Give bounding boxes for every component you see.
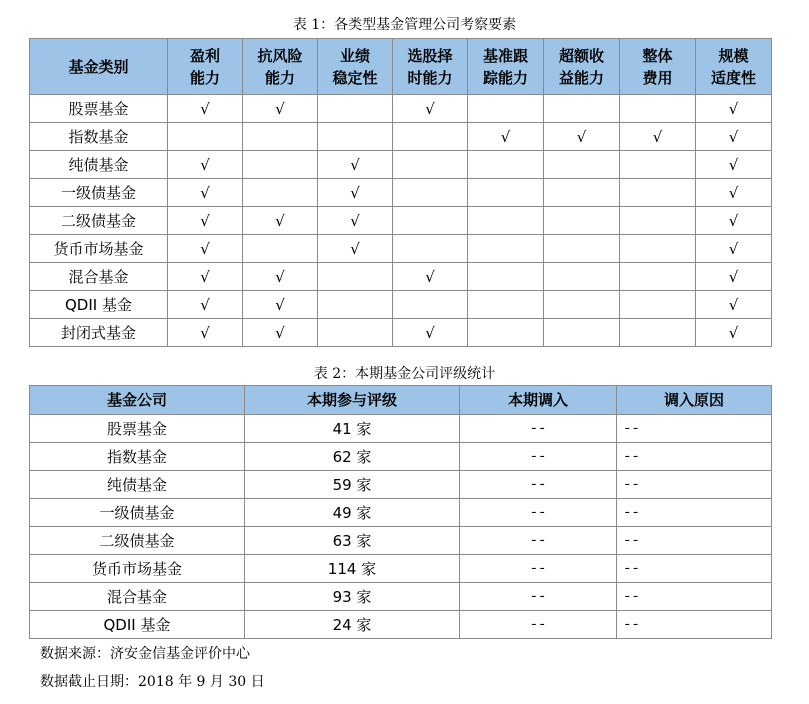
empty-cell — [393, 179, 468, 207]
reason-cell: -- — [617, 583, 772, 611]
table-row — [30, 555, 772, 583]
added-cell: -- — [460, 583, 617, 611]
empty-cell — [468, 319, 544, 347]
empty-cell — [544, 95, 620, 123]
rating-count-cell: 24 家 — [245, 611, 460, 639]
check-mark-cell: √ — [393, 263, 468, 291]
table-row — [30, 443, 772, 471]
header-line: 整体 — [642, 46, 673, 65]
check-mark-cell: √ — [696, 123, 772, 151]
empty-cell — [620, 319, 696, 347]
check-mark-cell: √ — [696, 207, 772, 235]
table-row — [30, 319, 772, 347]
rating-count-cell: 59 家 — [245, 471, 460, 499]
header-line: 能力 — [264, 68, 295, 87]
rating-count-cell: 62 家 — [245, 443, 460, 471]
fund-category-cell: 二级债基金 — [30, 207, 168, 235]
fund-category-cell: 货币市场基金 — [30, 235, 168, 263]
table2-header-cell: 基金公司 — [30, 386, 245, 415]
rating-count-cell: 63 家 — [245, 527, 460, 555]
table1-header-cell — [393, 39, 468, 95]
added-cell: -- — [460, 527, 617, 555]
check-mark-cell: √ — [243, 95, 318, 123]
reason-cell: -- — [617, 415, 772, 443]
check-mark-cell: √ — [243, 291, 318, 319]
fund-category-cell: 纯债基金 — [30, 151, 168, 179]
check-mark-cell: √ — [318, 207, 393, 235]
check-mark-cell: √ — [620, 123, 696, 151]
header-line: 能力 — [189, 68, 220, 87]
empty-cell — [243, 179, 318, 207]
table1-header-cell — [544, 39, 620, 95]
added-cell: -- — [460, 415, 617, 443]
fund-category-cell: QDII 基金 — [30, 291, 168, 319]
fund-company-cell: 二级债基金 — [30, 527, 245, 555]
header-line: 抗风险 — [257, 46, 303, 65]
check-mark-cell: √ — [168, 151, 243, 179]
check-mark-cell: √ — [318, 151, 393, 179]
check-mark-cell: √ — [168, 95, 243, 123]
table-row — [30, 415, 772, 443]
table1-header-cell — [168, 39, 243, 95]
empty-cell — [544, 263, 620, 291]
check-mark-cell: √ — [393, 319, 468, 347]
check-mark-cell: √ — [168, 207, 243, 235]
rating-count-cell: 41 家 — [245, 415, 460, 443]
empty-cell — [318, 95, 393, 123]
check-mark-cell: √ — [168, 263, 243, 291]
table-row — [30, 123, 772, 151]
header-line: 稳定性 — [332, 68, 378, 87]
empty-cell — [544, 151, 620, 179]
empty-cell — [620, 291, 696, 319]
empty-cell — [468, 263, 544, 291]
empty-cell — [544, 235, 620, 263]
fund-company-cell: 指数基金 — [30, 443, 245, 471]
table1-header-row — [30, 39, 772, 95]
reason-cell: -- — [617, 443, 772, 471]
reason-cell: -- — [617, 527, 772, 555]
empty-cell — [243, 123, 318, 151]
added-cell: -- — [460, 555, 617, 583]
check-mark-cell: √ — [544, 123, 620, 151]
check-mark-cell: √ — [168, 319, 243, 347]
fund-category-cell: 指数基金 — [30, 123, 168, 151]
data-source-note: 数据来源：济安金信基金评价中心 — [40, 646, 250, 662]
table2-caption: 表 2：本期基金公司评级统计 — [313, 366, 496, 382]
check-mark-cell: √ — [696, 179, 772, 207]
rating-count-cell: 93 家 — [245, 583, 460, 611]
empty-cell — [243, 151, 318, 179]
evaluation-factors-table — [29, 38, 772, 347]
table1-header-cell — [620, 39, 696, 95]
table-row — [30, 583, 772, 611]
check-mark-cell: √ — [696, 151, 772, 179]
empty-cell — [468, 235, 544, 263]
check-mark-cell: √ — [696, 263, 772, 291]
added-cell: -- — [460, 443, 617, 471]
empty-cell — [544, 179, 620, 207]
empty-cell — [620, 151, 696, 179]
empty-cell — [544, 319, 620, 347]
table1-header-cell — [30, 39, 168, 95]
check-mark-cell: √ — [393, 95, 468, 123]
table1-header-cell — [318, 39, 393, 95]
empty-cell — [544, 291, 620, 319]
table-row — [30, 151, 772, 179]
table1-header-cell — [696, 39, 772, 95]
table-row — [30, 263, 772, 291]
check-mark-cell: √ — [243, 319, 318, 347]
table-row — [30, 291, 772, 319]
table-row — [30, 179, 772, 207]
empty-cell — [620, 207, 696, 235]
added-cell: -- — [460, 611, 617, 639]
table-row — [30, 95, 772, 123]
added-cell: -- — [460, 499, 617, 527]
table2-header-cell: 调入原因 — [617, 386, 772, 415]
empty-cell — [393, 123, 468, 151]
reason-cell: -- — [617, 499, 772, 527]
header-line: 超额收 — [558, 46, 604, 65]
empty-cell — [468, 95, 544, 123]
header-line: 适度性 — [710, 68, 756, 87]
fund-category-cell: 股票基金 — [30, 95, 168, 123]
table-row — [30, 611, 772, 639]
empty-cell — [393, 151, 468, 179]
table1-caption: 表 1：各类型基金管理公司考察要素 — [292, 17, 517, 33]
empty-cell — [620, 235, 696, 263]
empty-cell — [318, 263, 393, 291]
rating-statistics-table — [29, 385, 772, 639]
table2-header-cell: 本期调入 — [460, 386, 617, 415]
empty-cell — [620, 179, 696, 207]
rating-count-cell: 49 家 — [245, 499, 460, 527]
check-mark-cell: √ — [696, 319, 772, 347]
check-mark-cell: √ — [243, 207, 318, 235]
empty-cell — [468, 291, 544, 319]
table-row — [30, 527, 772, 555]
empty-cell — [243, 235, 318, 263]
reason-cell: -- — [617, 471, 772, 499]
table-row — [30, 235, 772, 263]
fund-company-cell: 混合基金 — [30, 583, 245, 611]
empty-cell — [393, 235, 468, 263]
header-line: 时能力 — [407, 68, 453, 87]
fund-company-cell: 一级债基金 — [30, 499, 245, 527]
check-mark-cell: √ — [168, 235, 243, 263]
added-cell: -- — [460, 471, 617, 499]
empty-cell — [393, 207, 468, 235]
table2-header-row — [30, 386, 772, 415]
header-line: 业绩 — [339, 46, 370, 65]
fund-category-cell: 混合基金 — [30, 263, 168, 291]
table2-header-cell: 本期参与评级 — [245, 386, 460, 415]
fund-company-cell: 纯债基金 — [30, 471, 245, 499]
fund-category-cell: 封闭式基金 — [30, 319, 168, 347]
empty-cell — [620, 263, 696, 291]
check-mark-cell: √ — [468, 123, 544, 151]
check-mark-cell: √ — [168, 179, 243, 207]
header-line: 规模 — [718, 46, 749, 65]
empty-cell — [318, 123, 393, 151]
empty-cell — [393, 291, 468, 319]
rating-count-cell: 114 家 — [245, 555, 460, 583]
check-mark-cell: √ — [318, 235, 393, 263]
empty-cell — [620, 95, 696, 123]
table-row — [30, 499, 772, 527]
header-line: 盈利 — [189, 46, 220, 65]
header-line: 基金类别 — [68, 57, 129, 76]
fund-company-cell: 股票基金 — [30, 415, 245, 443]
empty-cell — [468, 207, 544, 235]
check-mark-cell: √ — [696, 291, 772, 319]
check-mark-cell: √ — [168, 291, 243, 319]
header-line: 费用 — [642, 68, 673, 87]
header-line: 基准跟 — [482, 46, 528, 65]
check-mark-cell: √ — [243, 263, 318, 291]
header-line: 踪能力 — [482, 68, 528, 87]
empty-cell — [318, 291, 393, 319]
table-row — [30, 207, 772, 235]
header-line: 益能力 — [558, 68, 604, 87]
reason-cell: -- — [617, 555, 772, 583]
reason-cell: -- — [617, 611, 772, 639]
check-mark-cell: √ — [318, 179, 393, 207]
check-mark-cell: √ — [696, 235, 772, 263]
table-row — [30, 471, 772, 499]
header-line: 选股择 — [407, 46, 453, 65]
empty-cell — [318, 319, 393, 347]
data-cutoff-note: 数据截止日期：2018 年 9 月 30 日 — [40, 674, 265, 690]
empty-cell — [544, 207, 620, 235]
table1-header-cell — [468, 39, 544, 95]
fund-company-cell: 货币市场基金 — [30, 555, 245, 583]
empty-cell — [468, 179, 544, 207]
table1-header-cell — [243, 39, 318, 95]
fund-category-cell: 一级债基金 — [30, 179, 168, 207]
check-mark-cell: √ — [696, 95, 772, 123]
empty-cell — [168, 123, 243, 151]
empty-cell — [468, 151, 544, 179]
fund-company-cell: QDII 基金 — [30, 611, 245, 639]
